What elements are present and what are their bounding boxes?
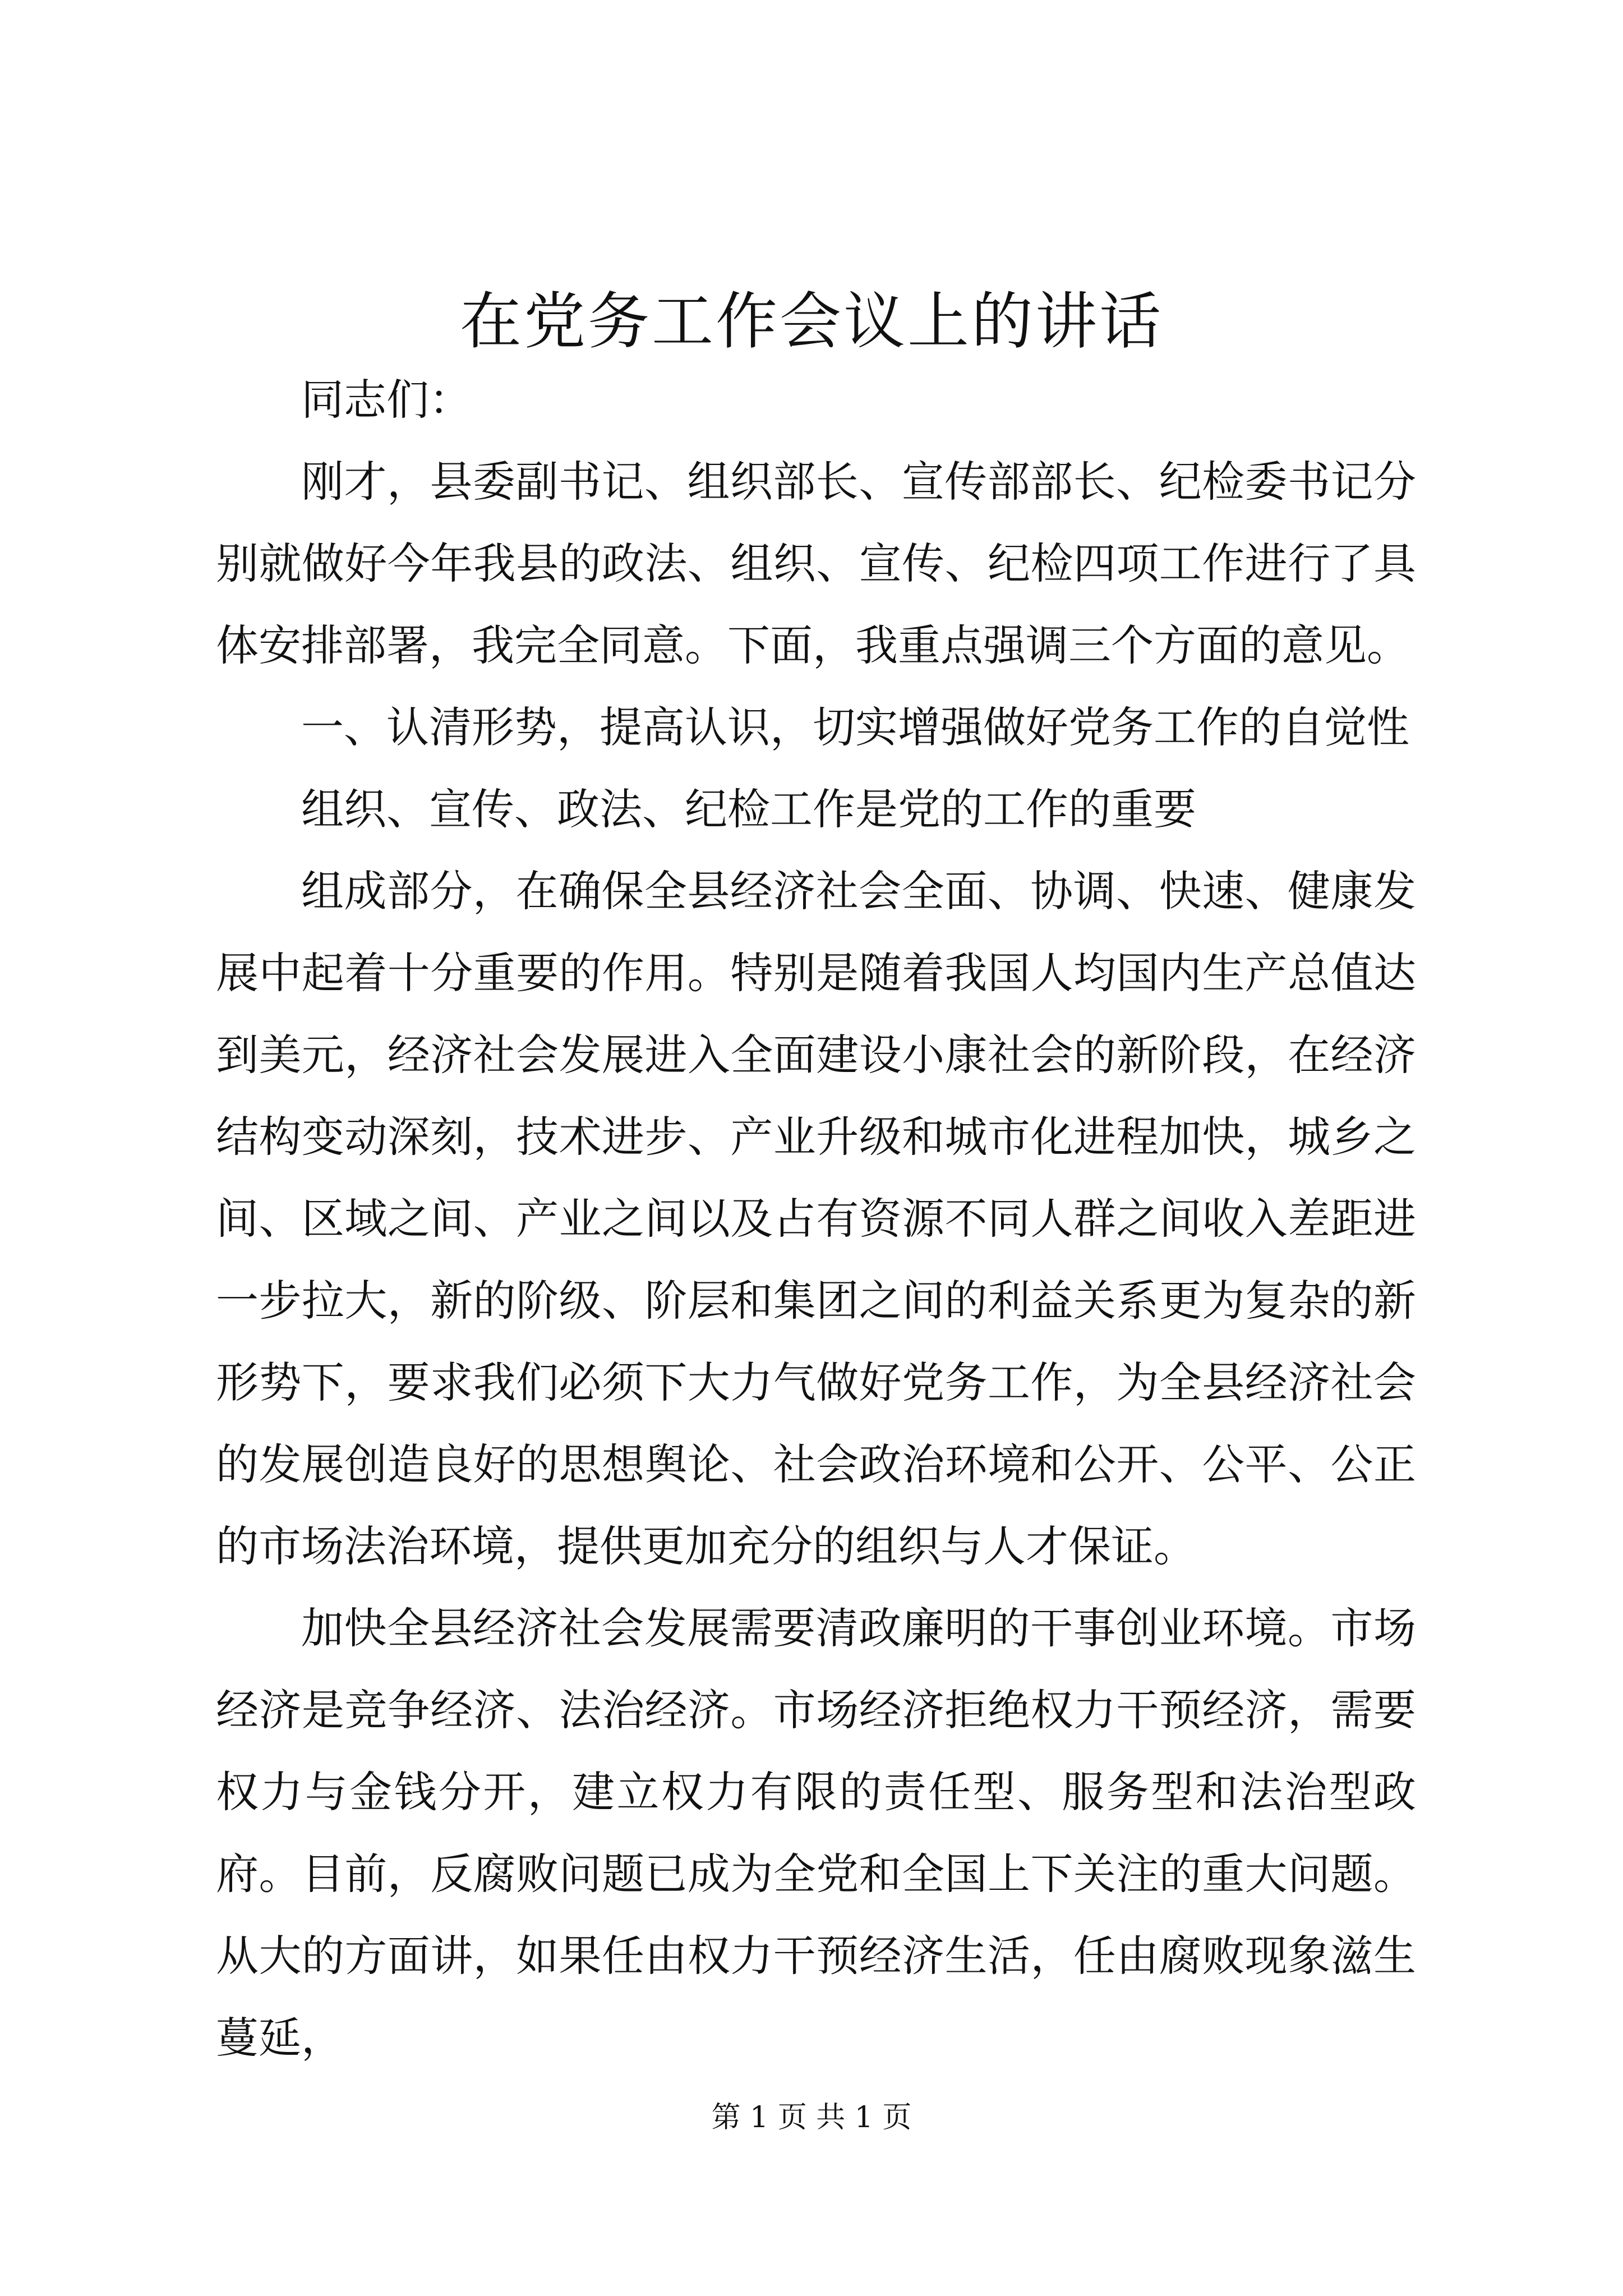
paragraph-situation: 组成部分，在确保全县经济社会全面、协调、快速、健康发展中起着十分重要的作用。特别是随着我国人均国内生产总值达到美元，经济社会发展进入全面建设小康社会的新阶段，在经济结构变动深刻，技术进步、产业升级和城市化进程加快，城乡之间、区域之间、产业之间以及占有资源不同人群之间收入差距进一步拉大，新的阶级、阶层和集团之间的利益关系更为复杂的新形势下，要求我们必须下大力气做好党务工作，为全县经济社会的发展创造良好的思想舆论、社会政治环境和公开、公平、公正的市场法治环境，提供更加充分的组织与人才保证。	[216, 866, 1416, 1571]
document-body	[216, 359, 1416, 2079]
paragraph-environment: 加快全县经济社会发展需要清政廉明的干事创业环境。市场经济是竞争经济、法治经济。市场经济拒绝权力干预经济，需要权力与金钱分开，建立权力有限的责任型、服务型和法治型政府。目前，反腐败问题已成为全党和全国上下关注的重大问题。从大的方面讲，如果任由权力干预经济生活，任由腐败现象滋生蔓延，	[216, 1603, 1416, 2063]
paragraph-fragment: 组织、宣传、政法、纪检工作是党的工作的重要	[301, 784, 1196, 834]
page-footer: 第 1 页 共 1 页	[711, 2101, 912, 2134]
salutation: 同志们：	[301, 375, 472, 425]
section-heading-1: 一、认清形势，提高认识，切实增强做好党务工作的自觉性	[301, 702, 1409, 752]
page-title: 在党务工作会议上的讲话	[460, 286, 1163, 357]
paragraph-intro: 刚才，县委副书记、组织部长、宣传部部长、纪检委书记分别就做好今年我县的政法、组织、宣传、纪检四项工作进行了具体安排部署，我完全同意。下面，我重点强调三个方面的意见。	[216, 457, 1416, 670]
